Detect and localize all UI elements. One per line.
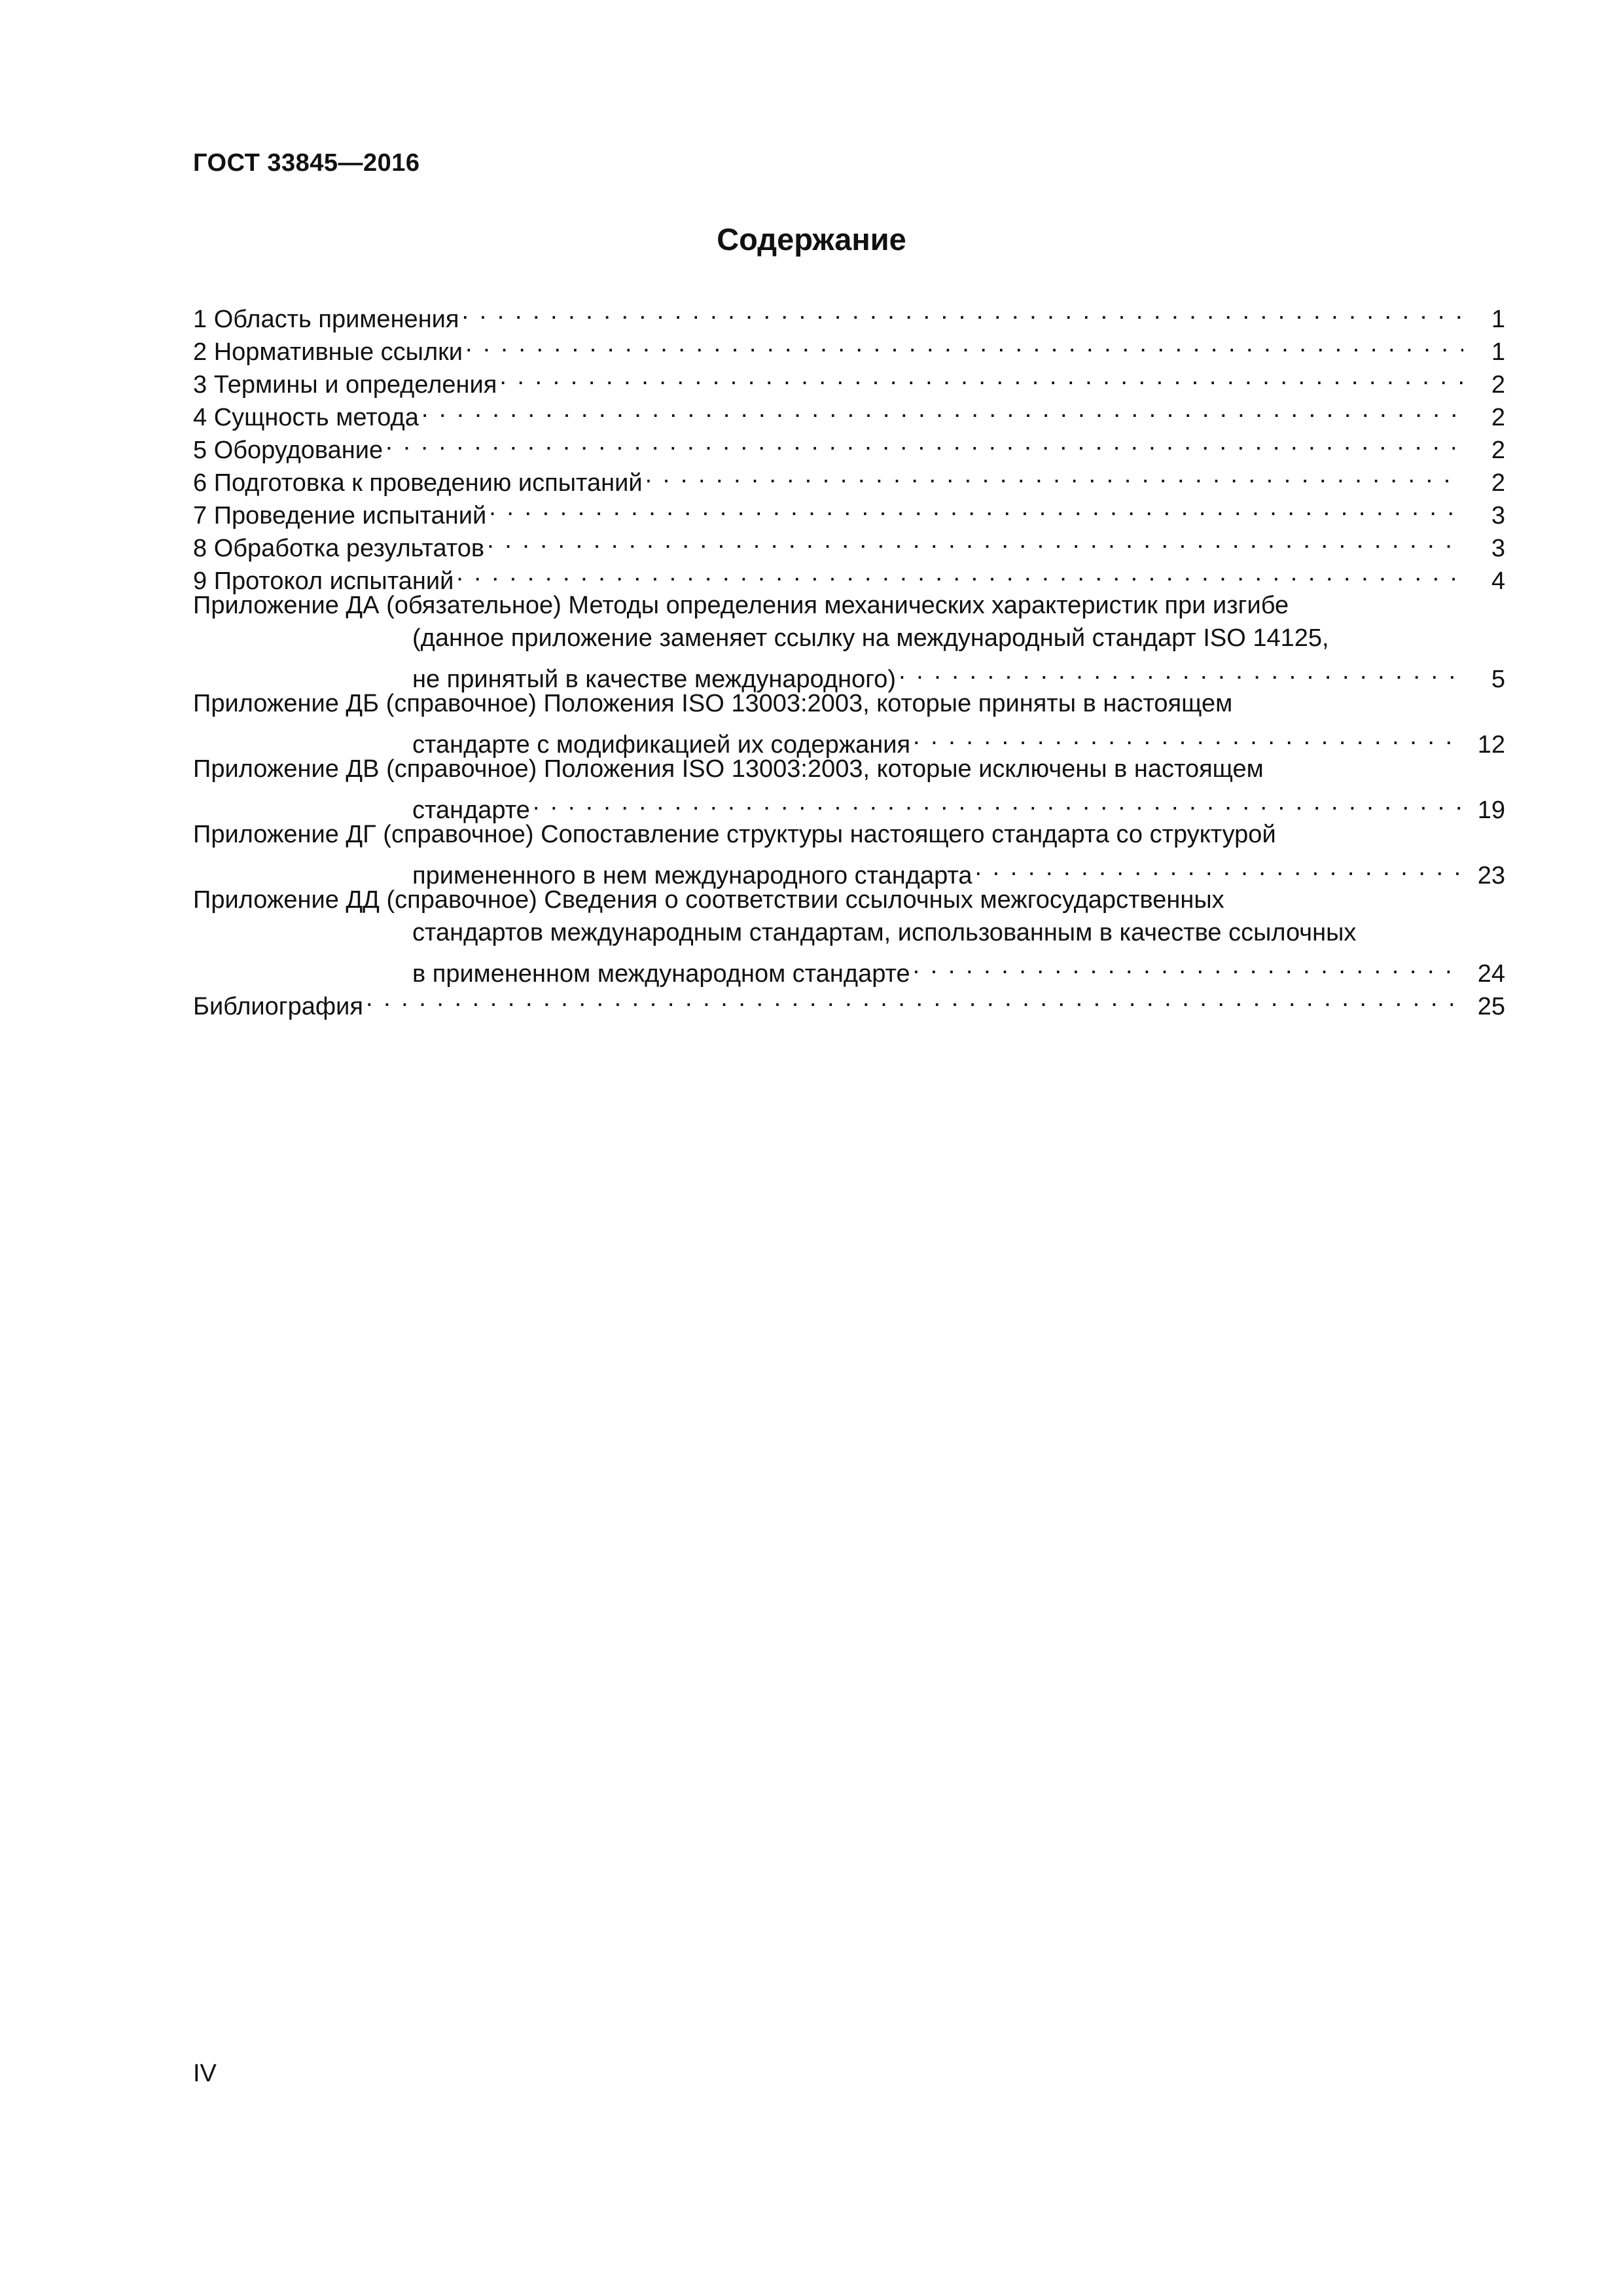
toc-line	[193, 884, 1505, 916]
toc-entry-text: 4 Сущность метода	[193, 404, 419, 431]
toc-entry[interactable]	[193, 425, 1505, 464]
toc-page-number: 4	[1491, 567, 1505, 595]
toc-entry[interactable]	[193, 753, 1505, 824]
dot-leader	[456, 556, 1463, 589]
toc-entry-text: 1 Область применения	[193, 306, 459, 333]
toc-line	[193, 655, 1505, 693]
toc-entry-text: 9 Протокол испытаний	[193, 567, 454, 595]
toc-page-number: 12	[1477, 731, 1505, 759]
toc-entry-text: Приложение ДБ (справочное) Положения ISO 13003:2003, которые приняты в настоящем	[193, 690, 1233, 717]
toc-entry-text: 3 Термины и определения	[193, 371, 497, 399]
toc-page-number: 3	[1491, 502, 1505, 529]
toc-entry[interactable]	[193, 295, 1505, 333]
toc-entry-text: стандартов международным стандартам, использованным в качестве ссылочных	[412, 919, 1357, 946]
toc-page-number: 25	[1477, 993, 1505, 1020]
toc-entry-text: 5 Оборудование	[193, 437, 383, 464]
dot-leader	[645, 458, 1463, 491]
dot-leader	[533, 785, 1463, 818]
toc-line	[193, 687, 1505, 720]
dot-leader	[385, 425, 1463, 458]
toc-entry-text: стандарте	[412, 797, 530, 824]
toc-entry-text: примененного в нем международного стандарта	[412, 862, 972, 889]
toc-line	[193, 982, 1505, 1020]
toc-page-number: 1	[1491, 306, 1505, 333]
toc-entry-text: стандарте с модификацией их содержания	[412, 731, 911, 759]
toc-page-number: 2	[1491, 404, 1505, 431]
document-id: ГОСТ 33845—2016	[193, 149, 420, 177]
toc-line	[193, 458, 1505, 497]
toc-page-number: 3	[1491, 535, 1505, 562]
toc-page-number: 2	[1491, 469, 1505, 497]
toc-entry-text: 6 Подготовка к проведению испытаний	[193, 469, 643, 497]
dot-leader	[366, 982, 1463, 1014]
toc-entry-text: Библиография	[193, 993, 363, 1020]
toc-line	[193, 818, 1505, 851]
toc-entry-text: 7 Проведение испытаний	[193, 502, 487, 529]
dot-leader	[465, 327, 1463, 360]
toc-entry-text: Приложение ДД (справочное) Сведения о соответствии ссылочных межгосударственных	[193, 886, 1224, 914]
toc-page-number: 2	[1491, 371, 1505, 399]
toc-line	[193, 295, 1505, 333]
toc-entry-text: Приложение ДА (обязательное) Методы определения механических характеристик при изгибе	[193, 592, 1289, 619]
toc-entry-text: 8 Обработка результатов	[193, 535, 485, 562]
toc-line	[193, 589, 1505, 622]
toc-entry[interactable]	[193, 589, 1505, 693]
toc-line	[193, 949, 1505, 988]
toc-entry-text: не принятый в качестве международного)	[412, 666, 897, 693]
dot-leader	[899, 655, 1463, 687]
page-title: Содержание	[717, 222, 906, 257]
toc-entry[interactable]	[193, 818, 1505, 889]
toc-page-number: 23	[1477, 862, 1505, 889]
dot-leader	[461, 295, 1463, 327]
toc-line	[193, 916, 1505, 949]
dot-leader	[974, 851, 1463, 884]
toc-entry[interactable]	[193, 458, 1505, 497]
dot-leader	[487, 524, 1463, 556]
toc-entry[interactable]	[193, 982, 1505, 1020]
page-number: IV	[193, 2060, 217, 2087]
toc-entry[interactable]	[193, 884, 1505, 988]
toc-page-number: 2	[1491, 437, 1505, 464]
toc-page-number: 5	[1491, 666, 1505, 693]
toc-entry-text: (данное приложение заменяет ссылку на международный стандарт ISO 14125,	[412, 624, 1329, 652]
dot-leader	[913, 949, 1463, 982]
toc-page-number: 19	[1477, 797, 1505, 824]
dot-leader	[421, 393, 1463, 425]
toc-line	[193, 622, 1505, 655]
toc-line	[193, 785, 1505, 824]
toc-line	[193, 720, 1505, 759]
dot-leader	[489, 491, 1463, 524]
toc-line	[193, 425, 1505, 464]
table-of-contents	[193, 295, 1505, 1020]
toc-entry[interactable]	[193, 687, 1505, 759]
toc-entry-text: Приложение ДГ (справочное) Сопоставление структуры настоящего стандарта со структурой	[193, 821, 1276, 848]
toc-page-number: 1	[1491, 338, 1505, 366]
dot-leader	[913, 720, 1463, 753]
toc-line	[193, 851, 1505, 889]
toc-entry-text: в примененном международном стандарте	[412, 960, 910, 988]
toc-entry-text: Приложение ДВ (справочное) Положения ISO 13003:2003, которые исключены в настоящем	[193, 755, 1264, 783]
toc-page-number: 24	[1477, 960, 1505, 988]
toc-line	[193, 753, 1505, 785]
toc-entry-text: 2 Нормативные ссылки	[193, 338, 463, 366]
dot-leader	[499, 360, 1463, 393]
